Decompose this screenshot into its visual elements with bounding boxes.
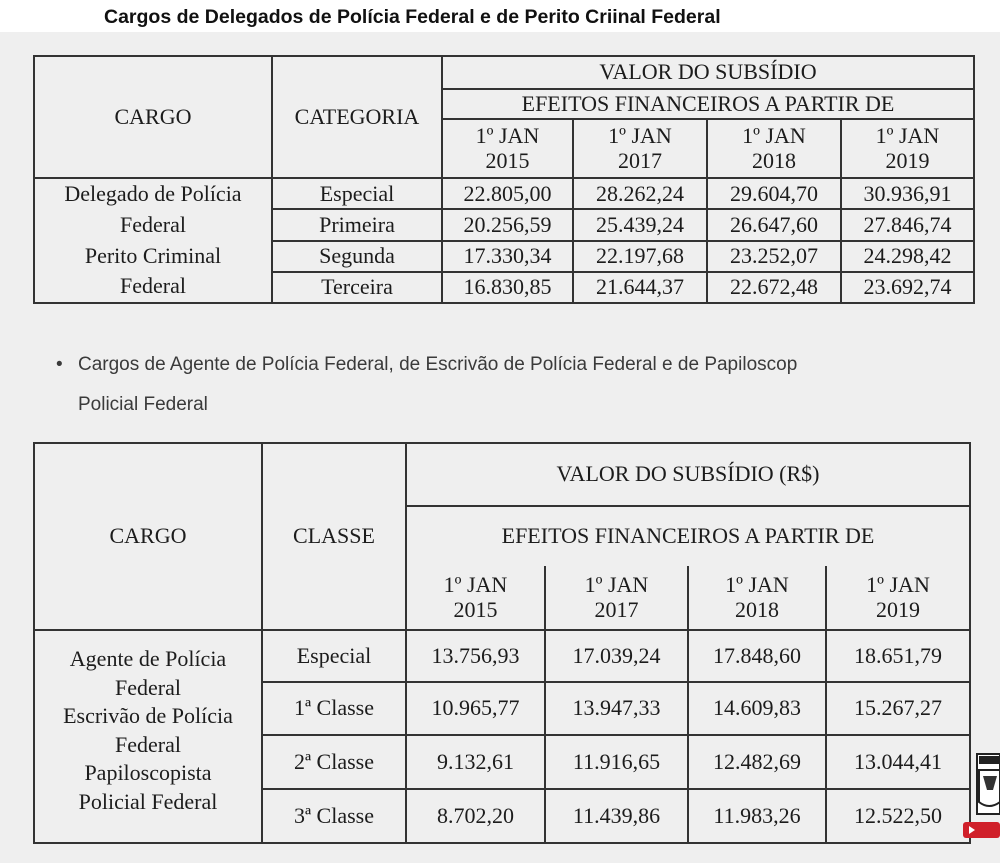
bullet-text-line2: Policial Federal: [78, 394, 208, 415]
header-categoria: CATEGORIA: [272, 56, 442, 178]
cargo-line: Policial Federal: [78, 788, 218, 814]
value-cell: 11.983,26: [688, 789, 826, 843]
value-cell: 14.609,83: [688, 682, 826, 735]
categoria-cell: Especial: [272, 178, 442, 209]
classe-cell: Especial: [262, 630, 406, 682]
value-cell: 13.947,33: [545, 682, 688, 735]
value-cell: 17.039,24: [545, 630, 688, 682]
bullet-icon: •: [56, 354, 63, 375]
date-label: 1º JAN: [742, 123, 806, 149]
date-year: 2019: [876, 596, 920, 622]
page-title: Cargos de Delegados de Polícia Federal e de Perito Criinal Federal: [104, 6, 721, 28]
value-cell: 23.692,74: [841, 272, 974, 303]
date-label: 1º JAN: [866, 572, 930, 598]
value-cell: 13.756,93: [406, 630, 545, 682]
value-cell: 9.132,61: [406, 735, 545, 789]
cargo-line: Escrivão de Polícia: [63, 703, 233, 729]
value-cell: 21.644,37: [573, 272, 707, 303]
value-cell: 16.830,85: [442, 272, 573, 303]
value-cell: 25.439,24: [573, 209, 707, 240]
value-cell: 22.672,48: [707, 272, 841, 303]
header-efeitos: EFEITOS FINANCEIROS A PARTIR DE: [406, 506, 970, 566]
value-cell: 23.252,07: [707, 241, 841, 272]
value-cell: 15.267,27: [826, 682, 970, 735]
value-cell: 13.044,41: [826, 735, 970, 789]
date-year: 2015: [485, 147, 530, 173]
date-label: 1º JAN: [725, 572, 789, 598]
header-date: [545, 566, 688, 630]
value-cell: 18.651,79: [826, 630, 970, 682]
header-date: [442, 119, 573, 178]
cargo-line: Federal: [120, 211, 186, 237]
cargo-line: Agente de Polícia: [69, 646, 227, 671]
categoria-cell: Terceira: [272, 272, 442, 303]
cargo-cell: [34, 630, 262, 843]
cargo-line: Perito Criminal: [84, 242, 222, 268]
emblem-icon: [963, 750, 1000, 845]
header-cargo: CARGO: [34, 56, 272, 178]
date-label: 1º JAN: [475, 123, 540, 149]
value-cell: 11.439,86: [545, 789, 688, 843]
date-year: 2018: [752, 147, 796, 173]
value-cell: 29.604,70: [707, 178, 841, 209]
delegado-salary-table: [33, 55, 975, 304]
value-cell: 26.647,60: [707, 209, 841, 240]
value-cell: 11.916,65: [545, 735, 688, 789]
cargo-line: Federal: [120, 273, 186, 299]
agente-salary-table: [33, 442, 971, 844]
bullet-paragraph: [56, 345, 1000, 425]
date-year: 2017: [618, 147, 662, 173]
value-cell: 17.330,34: [442, 241, 573, 272]
date-label: 1º JAN: [443, 572, 508, 598]
bullet-line: [56, 345, 1000, 385]
header-valor-subsidio: VALOR DO SUBSÍDIO: [442, 56, 974, 89]
value-cell: 20.256,59: [442, 209, 573, 240]
date-year: 2018: [735, 596, 779, 622]
cargo-line: Papiloscopista: [84, 760, 212, 786]
header-date: [826, 566, 970, 630]
categoria-cell: Segunda: [272, 241, 442, 272]
header-date: [841, 119, 974, 178]
value-cell: 27.846,74: [841, 209, 974, 240]
value-cell: 17.848,60: [688, 630, 826, 682]
bullet-text-line1: Cargos de Agente de Polícia Federal, de Escrivão de Polícia Federal e de Papiloscop: [78, 354, 798, 375]
cargo-cell: [34, 178, 272, 303]
classe-cell: 2ª Classe: [262, 735, 406, 789]
cargo-line: Delegado de Polícia: [64, 181, 242, 206]
value-cell: 30.936,91: [841, 178, 974, 209]
header-classe: CLASSE: [262, 443, 406, 630]
value-cell: 12.522,50: [826, 789, 970, 843]
header-date: [707, 119, 841, 178]
date-label: 1º JAN: [608, 123, 672, 149]
value-cell: 22.805,00: [442, 178, 573, 209]
value-cell: 24.298,42: [841, 241, 974, 272]
classe-cell: 3ª Classe: [262, 789, 406, 843]
header-date: [573, 119, 707, 178]
date-year: 2015: [453, 596, 498, 622]
date-label: 1º JAN: [584, 572, 649, 598]
date-year: 2019: [885, 147, 930, 173]
header-date: [406, 566, 545, 630]
header-date: [688, 566, 826, 630]
header-efeitos: EFEITOS FINANCEIROS A PARTIR DE: [442, 89, 974, 119]
value-cell: 10.965,77: [406, 682, 545, 735]
date-year: 2017: [594, 596, 639, 622]
value-cell: 12.482,69: [688, 735, 826, 789]
value-cell: 8.702,20: [406, 789, 545, 843]
header-cargo: CARGO: [34, 443, 262, 630]
classe-cell: 1ª Classe: [262, 682, 406, 735]
value-cell: 28.262,24: [573, 178, 707, 209]
header-valor-subsidio: VALOR DO SUBSÍDIO (R$): [406, 443, 970, 506]
categoria-cell: Primeira: [272, 209, 442, 240]
value-cell: 22.197,68: [573, 241, 707, 272]
cargo-line: Federal: [115, 674, 181, 700]
date-label: 1º JAN: [875, 123, 940, 149]
cargo-line: Federal: [115, 731, 181, 757]
